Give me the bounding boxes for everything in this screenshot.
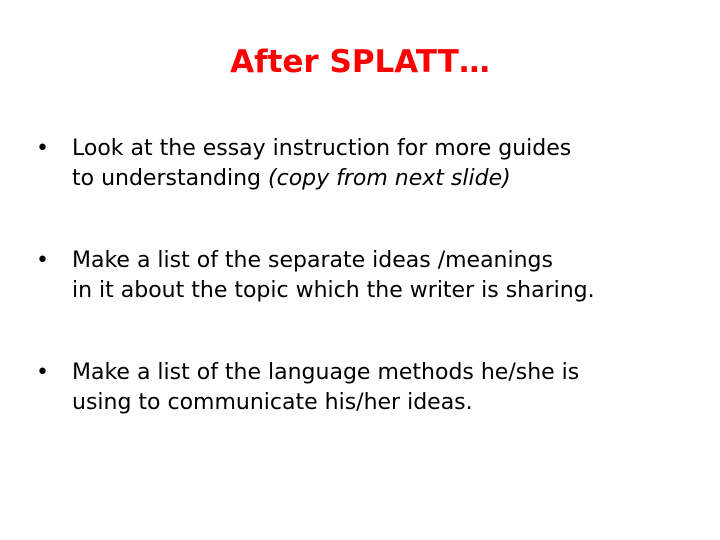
bullet-text-line xyxy=(72,164,696,194)
bullet-item-essay-instruction xyxy=(36,134,696,194)
bullet-italic-note: (copy from next slide) xyxy=(268,166,511,191)
bullet-text-line: Make a list of the language methods he/she is xyxy=(72,360,580,385)
bullet-text-line: using to communicate his/her ideas. xyxy=(72,390,473,415)
bullet-text-line: Make a list of the separate ideas /meanings xyxy=(72,248,553,273)
bullet-dot-icon: • xyxy=(36,136,49,161)
bullet-list xyxy=(36,134,696,470)
bullet-dot-icon: • xyxy=(36,248,49,273)
bullet-item-language-methods xyxy=(36,358,696,418)
bullet-dot-icon: • xyxy=(36,360,49,385)
bullet-text-segment: to understanding xyxy=(72,166,269,191)
bullet-text-line: in it about the topic which the writer is sharing. xyxy=(72,278,595,303)
bullet-text-line: Look at the essay instruction for more guides xyxy=(72,136,572,161)
bullet-item-ideas-list xyxy=(36,246,696,306)
slide-title: After SPLATT… xyxy=(230,44,490,80)
